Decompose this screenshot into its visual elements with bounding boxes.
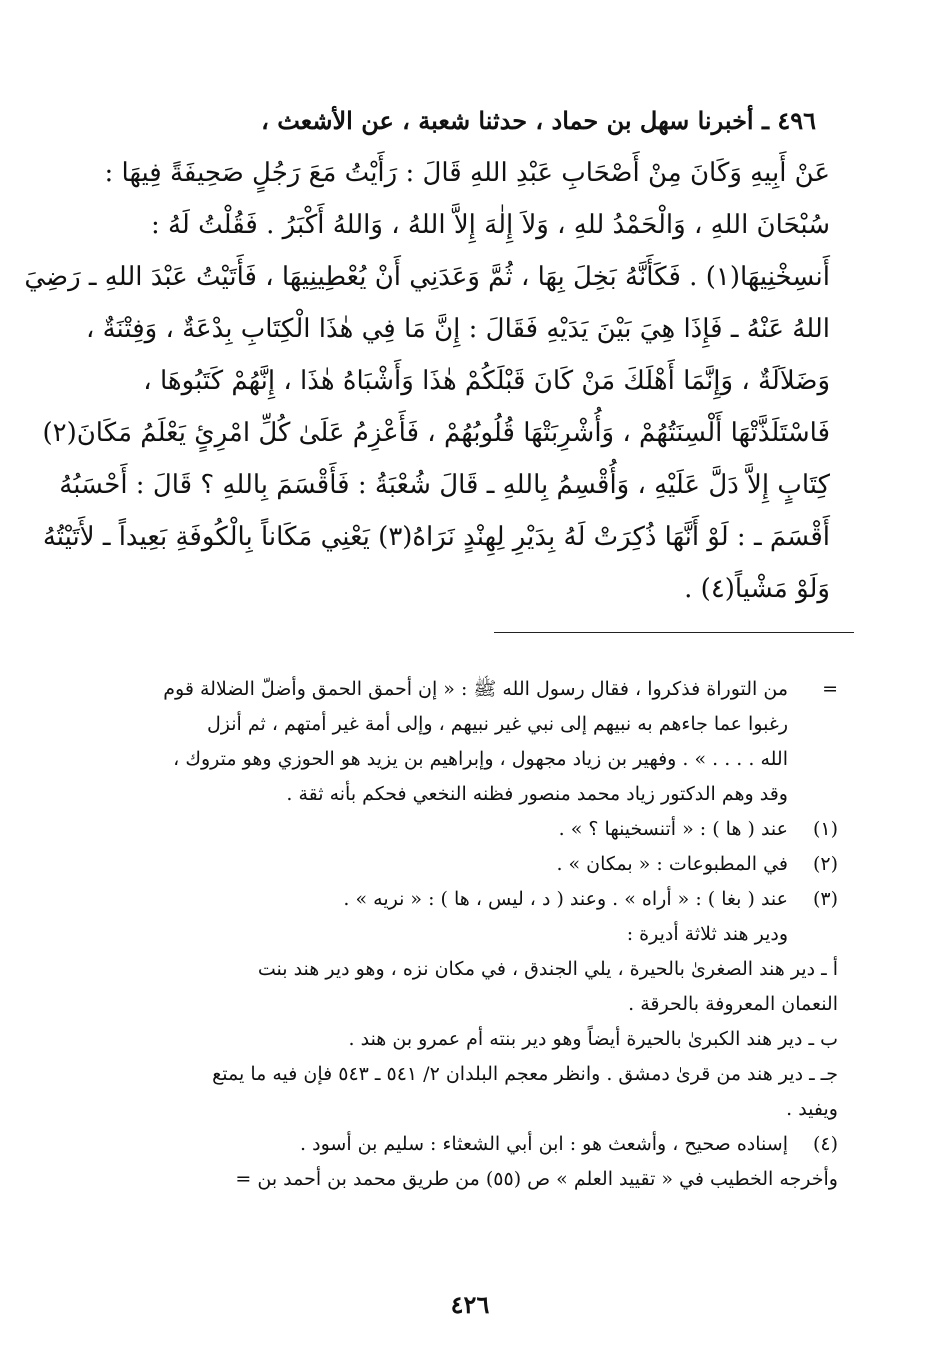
hadith-text-line: عَنْ أَبِيهِ وَكَانَ مِنْ أَصْحَابِ عَبْدِ اللهِ قَالَ : رَأَيْتُ مَعَ رَجُلٍ صَحِيفَةً فِيهَا : bbox=[104, 158, 830, 188]
footnote-continuation-line bbox=[78, 707, 838, 742]
footnote-number: (٤) bbox=[812, 1133, 838, 1155]
footnote-number: (٢) bbox=[812, 853, 838, 875]
hadith-text-line: اللهُ عَنْهُ ـ فَإِذَا هِيَ بَيْنَ يَدَيْهِ فَقَالَ : إِنَّ مَا فِي هٰذَا الْكِتَابِ بِدْعَةٌ ، وَفِتْنَةٌ ، bbox=[85, 314, 830, 344]
footnote-3-sub bbox=[78, 1022, 838, 1057]
footnote-divider bbox=[494, 632, 854, 633]
continuation-marker: = bbox=[822, 678, 838, 700]
footnote-3 bbox=[78, 882, 838, 917]
footnote-continuation-line bbox=[78, 742, 838, 777]
footnote-text: إسناده صحيح ، وأشعث هو : ابن أبي الشعثاء : سليم بن أسود . bbox=[300, 1133, 788, 1155]
footnote-3-sub bbox=[78, 1057, 838, 1092]
hadith-text-line: وَضَلاَلَةٌ ، وَإِنَّمَا أَهْلَكَ مَنْ كَانَ قَبْلَكُمْ هٰذَا وَأَشْبَاهُ هٰذَا ، إِنَّهُمْ كَتَبُوهَا ، bbox=[143, 366, 830, 396]
footnote-text: عند ( بغا ) : « أراه » . وعند ( د ، ليس ، ها ) : « نريه » . bbox=[343, 888, 788, 910]
footnote-4 bbox=[78, 1127, 838, 1162]
hadith-text-line: وَلَوْ مَشْياً(٤) . bbox=[684, 574, 830, 604]
footnote-continuation-line bbox=[78, 672, 838, 707]
footnote-number: (٣) bbox=[812, 888, 838, 910]
page-number: ٤٢٦ bbox=[450, 1290, 490, 1319]
footnote-text: ويفيد . bbox=[786, 1098, 838, 1120]
hadith-main-text bbox=[24, 95, 830, 615]
footnote-text: النعمان المعروفة بالحرقة . bbox=[628, 993, 838, 1015]
hadith-text-line: أَنسِخْنِيهَا(١) . فَكَأَنَّهُ بَخِلَ بِهَا ، ثُمَّ وَعَدَنِي أَنْ يُعْطِينِيهَا ، فَأَتَيْتُ عَبْدَ اللهِ ـ رَضِيَ bbox=[24, 262, 830, 292]
footnote-4-line2 bbox=[78, 1162, 838, 1197]
footnote-3-sub bbox=[78, 987, 838, 1022]
hadith-text-line: سُبْحَانَ اللهِ ، وَالْحَمْدُ للهِ ، وَلاَ إِلٰهَ إِلاَّ اللهُ ، وَاللهُ أَكْبَرُ . فَقُلْتُ لَهُ : bbox=[150, 210, 830, 240]
footnote-continuation-line bbox=[78, 777, 838, 812]
footnote-2 bbox=[78, 847, 838, 882]
footnote-3-sub bbox=[78, 952, 838, 987]
footnote-text: في المطبوعات : « بمكان » . bbox=[556, 853, 788, 875]
hadith-text-line: كِتَابٍ إِلاَّ دَلَّ عَلَيْهِ ، وَأُقْسِمُ بِاللهِ ـ قَالَ شُعْبَةُ : فَأَقْسَمَ بِاللهِ ؟ قَالَ : أَحْسَبُهُ bbox=[59, 470, 830, 500]
footnote-3-sub bbox=[78, 1092, 838, 1127]
footnote-text: عند ( ها ) : « أتنسخينها ؟ » . bbox=[558, 818, 788, 840]
footnote-number: (١) bbox=[812, 818, 838, 840]
hadith-text-line: أَقْسَمَ ـ : لَوْ أَنَّهَا ذُكِرَتْ لَهُ بِدَيْرِ لِهِنْدٍ نَرَاهُ(٣) يَعْنِي مَكَاناً بِالْكُوفَةِ بَعِيداً ـ لأَتَيْتُهُ bbox=[42, 522, 830, 552]
footnotes bbox=[78, 672, 838, 1197]
footnote-text: وقد وهم الدكتور زياد محمد منصور فظنه النخعي فحكم بأنه ثقة . bbox=[286, 783, 788, 805]
footnote-text: ب ـ دير هند الكبرىٰ بالحيرة أيضاً وهو دير بنته أم عمرو بن هند . bbox=[348, 1028, 838, 1050]
footnote-3-sub bbox=[78, 917, 838, 952]
footnote-text: الله . . . . » . وفهير بن زياد مجهول ، وإبراهيم بن يزيد هو الحوزي وهو متروك ، bbox=[173, 748, 788, 770]
footnote-1 bbox=[78, 812, 838, 847]
footnote-text: من التوراة فذكروا ، فقال رسول الله ﷺ : « إن أحمق الحمق وأضلّ الضلالة قوم bbox=[163, 678, 788, 700]
footnote-text: وأخرجه الخطيب في « تقييد العلم » ص (٥٥) من طريق محمد بن أحمد بن = bbox=[235, 1168, 838, 1190]
footnote-text: جـ ـ دير هند من قرىٰ دمشق . وانظر معجم البلدان ٢/ ٥٤١ ـ ٥٤٣ فإن فيه ما يمتع bbox=[212, 1063, 838, 1085]
footnote-text: رغبوا عما جاءهم به نبيهم إلى نبي غير نبيهم ، وإلى أمة غير أمتهم ، ثم أنزل bbox=[206, 713, 788, 735]
hadith-text-line: فَاسْتَلَذَّتْهَا أَلْسِنَتُهُمْ ، وَأُشْرِبَتْهَا قُلُوبُهُمْ ، فَأَعْزِمُ عَلَىٰ كُلِّ امْرِئٍ يَعْلَمُ مَكَانَ(٢) bbox=[42, 418, 830, 448]
hadith-header: ٤٩٦ ـ أخبرنا سهل بن حماد ، حدثنا شعبة ، عن الأشعث ، bbox=[261, 106, 816, 135]
footnote-text: أ ـ دير هند الصغرىٰ بالحيرة ، يلي الجندق ، في مكان نزه ، وهو دير هند بنت bbox=[257, 958, 838, 980]
footnote-text: ودير هند ثلاثة أديرة : bbox=[626, 923, 788, 945]
